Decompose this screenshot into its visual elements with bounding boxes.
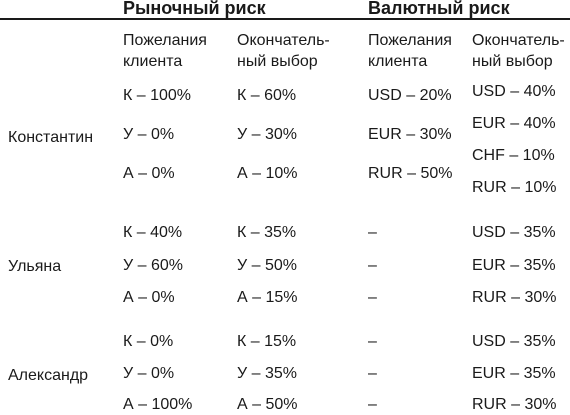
cell-market-wishes: У – 0% (123, 126, 175, 143)
cell-market-wishes: А – 100% (123, 396, 193, 413)
header-rule (0, 18, 570, 20)
cell-currency-final: EUR – 40% (472, 115, 556, 132)
subheader-currency-final: Окончатель- ный выбор (472, 32, 565, 70)
cell-currency-final: EUR – 35% (472, 257, 556, 274)
cell-market-final: У – 30% (237, 126, 297, 143)
cell-market-final: К – 15% (237, 333, 297, 350)
cell-market-final: У – 50% (237, 257, 297, 274)
cell-currency-wishes: USD – 20% (368, 87, 452, 104)
cell-market-final: К – 35% (237, 224, 297, 241)
cell-currency-final: USD – 35% (472, 224, 556, 241)
cell-currency-final: RUR – 10% (472, 179, 557, 196)
cell-currency-wishes: – (368, 289, 377, 306)
cell-currency-final: RUR – 30% (472, 396, 557, 413)
row-name-aleksandr: Александр (8, 367, 89, 384)
cell-currency-wishes: – (368, 257, 377, 274)
cell-market-final: А – 10% (237, 165, 298, 182)
cell-currency-final: RUR – 30% (472, 289, 557, 306)
cell-currency-wishes: RUR – 50% (368, 165, 453, 182)
cell-market-final: А – 50% (237, 396, 298, 413)
subheader-market-final: Окончатель- ный выбор (237, 32, 330, 70)
subheader-currency-wishes: Пожелания клиента (368, 32, 452, 70)
cell-currency-wishes: – (368, 224, 377, 241)
cell-currency-wishes: – (368, 333, 377, 350)
cell-currency-final: CHF – 10% (472, 147, 555, 164)
cell-market-wishes: У – 0% (123, 365, 175, 382)
header-market-risk: Рыночный риск (123, 0, 266, 18)
cell-market-wishes: К – 40% (123, 224, 183, 241)
cell-currency-wishes: EUR – 30% (368, 126, 452, 143)
cell-market-wishes: К – 100% (123, 87, 192, 104)
cell-market-wishes: К – 0% (123, 333, 174, 350)
cell-market-wishes: А – 0% (123, 165, 175, 182)
cell-market-wishes: А – 0% (123, 289, 175, 306)
cell-currency-wishes: – (368, 365, 377, 382)
cell-market-wishes: У – 60% (123, 257, 183, 274)
cell-currency-wishes: – (368, 396, 377, 413)
cell-currency-final: USD – 40% (472, 83, 556, 100)
cell-market-final: А – 15% (237, 289, 298, 306)
cell-currency-final: EUR – 35% (472, 365, 556, 382)
subheader-market-wishes: Пожелания клиента (123, 32, 207, 70)
cell-currency-final: USD – 35% (472, 333, 556, 350)
row-name-ulyana: Ульяна (8, 258, 62, 275)
row-name-konstantin: Константин (8, 129, 94, 146)
cell-market-final: К – 60% (237, 87, 297, 104)
header-currency-risk: Валютный риск (368, 0, 510, 18)
cell-market-final: У – 35% (237, 365, 297, 382)
